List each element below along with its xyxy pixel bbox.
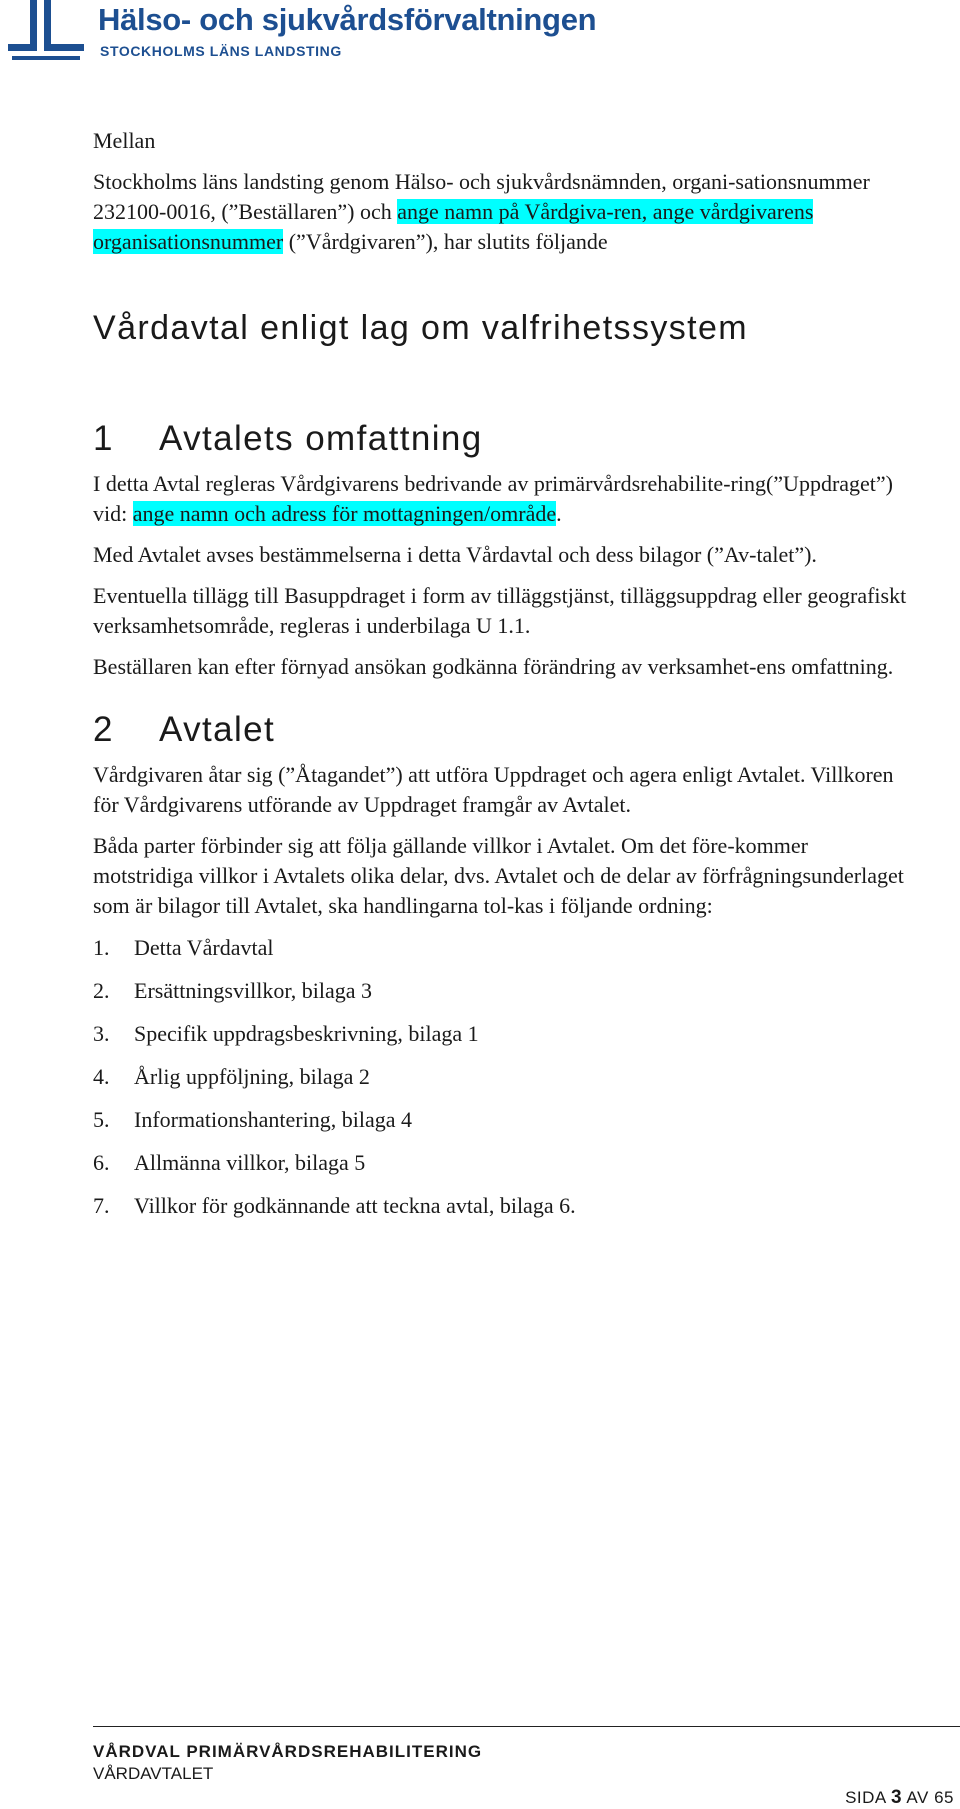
document-body — [93, 126, 913, 1234]
list-item — [93, 1148, 913, 1178]
section-1-heading — [93, 418, 913, 460]
page-prefix: SIDA — [845, 1788, 886, 1807]
footer-subtitle: VÅRDAVTALET — [93, 1764, 214, 1783]
footer-title: VÅRDVAL PRIMÄRVÅRDSREHABILITERING — [93, 1742, 483, 1761]
parties-paragraph — [93, 167, 913, 257]
list-item-text: Ersättningsvillkor, bilaga 3 — [134, 978, 373, 1003]
list-item — [93, 976, 913, 1006]
page-mid: AV — [906, 1788, 929, 1807]
vardgivare-placeholder: ange namn på Vårdgiva-ren, ange vårdgivarens organisationsnummer — [93, 199, 814, 254]
list-item-text: Informationshantering, bilaga 4 — [134, 1107, 412, 1132]
list-item-text: Villkor för godkännande att teckna avtal, bilaga 6. — [134, 1193, 576, 1218]
list-item-number: 7. — [93, 1193, 110, 1218]
mellan-label: Mellan — [93, 128, 156, 153]
section-1-paragraph-4: Beställaren kan efter förnyad ansökan godkänna förändring av verksamhet-ens omfattning. — [93, 654, 894, 679]
list-item-number: 3. — [93, 1021, 110, 1046]
list-item-number: 1. — [93, 935, 110, 960]
list-item-number: 6. — [93, 1150, 110, 1175]
precedence-list — [93, 933, 913, 1221]
section-2-title: Avtalet — [159, 710, 276, 749]
list-item — [93, 1105, 913, 1135]
list-item-text: Specifik uppdragsbeskrivning, bilaga 1 — [134, 1021, 479, 1046]
section-1-number: 1 — [93, 419, 114, 458]
list-item — [93, 1191, 913, 1221]
page-number — [845, 1787, 954, 1809]
list-item — [93, 1062, 913, 1092]
org-name: Hälso- och sjukvårdsförvaltningen — [98, 2, 597, 37]
list-item-text: Allmänna villkor, bilaga 5 — [134, 1150, 366, 1175]
page-total: 65 — [934, 1788, 954, 1807]
org-subtitle: STOCKHOLMS LÄNS LANDSTING — [100, 43, 342, 59]
page-current: 3 — [891, 1787, 903, 1808]
s1p1-end: . — [556, 501, 562, 526]
section-2-number: 2 — [93, 710, 114, 749]
letterhead — [8, 0, 668, 62]
landsting-logo-icon — [8, 0, 84, 60]
mottagning-placeholder: ange namn och adress för mottagningen/område — [132, 501, 557, 526]
section-2-paragraph-2: Båda parter förbinder sig att följa gällande villkor i Avtalet. Om det före-kommer motstridiga villkor i Avtalets olika delar, dvs. Avtalet och de delar av förfrågningsunderlaget som är bilagor till Avtalet, ska handlingarna tol-kas i följande ordning: — [93, 833, 904, 918]
list-item — [93, 933, 913, 963]
list-item-number: 4. — [93, 1064, 110, 1089]
s1p1-text: I detta Avtal regleras Vårdgivarens bedrivande av primärvårdsrehabilite-ring(”Uppdraget”) vid: — [93, 471, 894, 526]
section-2-heading — [93, 709, 913, 751]
section-1-paragraph-1 — [93, 469, 913, 529]
list-item-text: Detta Vårdavtal — [134, 935, 274, 960]
list-item-number: 5. — [93, 1107, 110, 1132]
section-1-paragraph-3: Eventuella tillägg till Basuppdraget i form av tilläggstjänst, tilläggsuppdrag eller geografiskt verksamhetsområde, regleras i underbilaga U 1.1. — [93, 583, 907, 638]
section-1-paragraph-2: Med Avtalet avses bestämmelserna i detta Vårdavtal och dess bilagor (”Av-talet”). — [93, 542, 817, 567]
document-title: Vårdavtal enligt lag om valfrihetssystem — [93, 309, 749, 347]
parties-text-1: Stockholms läns landsting genom Hälso- och sjukvårdsnämnden, organi-sationsnummer 232100-0016, (”Beställaren”) och — [93, 169, 870, 224]
list-item-text: Årlig uppföljning, bilaga 2 — [134, 1064, 370, 1089]
list-item — [93, 1019, 913, 1049]
list-item-number: 2. — [93, 978, 110, 1003]
section-2-paragraph-1: Vårdgivaren åtar sig (”Åtagandet”) att utföra Uppdraget och agera enligt Avtalet. Villkoren för Vårdgivarens utförande av Uppdraget framgår av Avtalet. — [93, 762, 894, 817]
footer-divider — [93, 1726, 960, 1727]
section-1-title: Avtalets omfattning — [159, 419, 483, 458]
parties-text-2: (”Vårdgivaren”), har slutits följande — [283, 229, 608, 254]
